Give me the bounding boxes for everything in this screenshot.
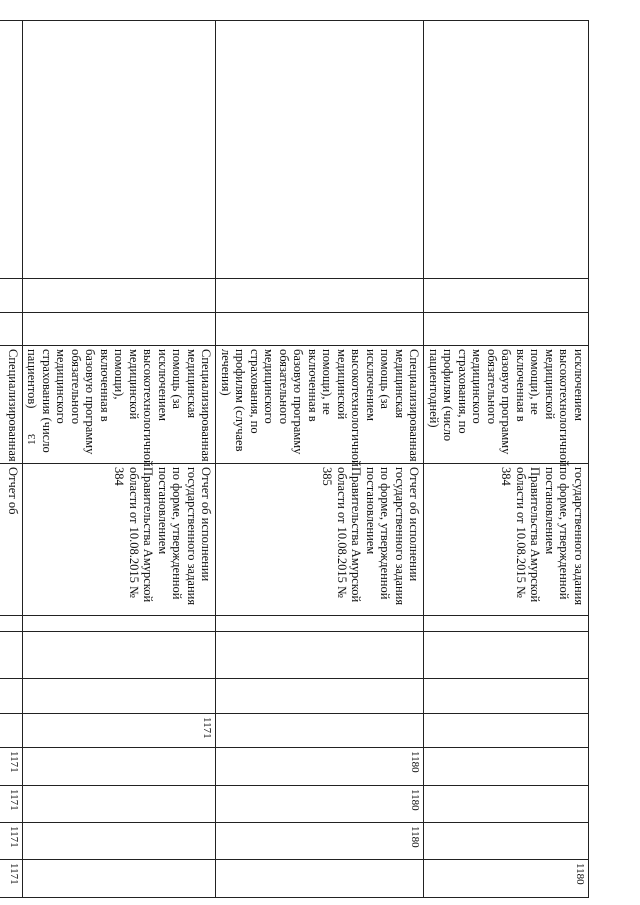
value-cell [23,616,217,632]
empty-cell [0,313,23,346]
table-row [424,21,589,898]
empty-cell [216,279,424,313]
value-cell [23,632,217,679]
value-cell [23,823,217,860]
value-cell [216,679,424,714]
row-source: государственного задания по форме, утвержденной постановлением Правительства Амурской области от 10.08.2015 № 384 [424,464,589,616]
empty-cell [23,313,217,346]
row-source: Отчет об исполнении государственного задания по форме, утвержденной постановлением Правительства Амурской области от 10.08.2015 № 384 [23,464,217,616]
row-description: исключением высокотехнологичной медицинской помощи), не включенная в базовую программу обязательного медицинского страхования, по профилям (число пациентодней) [424,346,589,464]
empty-cell [216,313,424,346]
table-row [216,21,424,898]
value-cell [23,679,217,714]
value-cell [0,714,23,748]
empty-cell [0,279,23,313]
empty-cell [424,21,589,279]
empty-cell [23,279,217,313]
page-number: 13 [26,434,38,445]
value-cell [424,616,589,632]
value-cell [0,616,23,632]
value-cell: 1171 [0,823,23,860]
value-cell: 1180 [424,860,589,898]
value-cell: 1171 [0,786,23,823]
value-cell [424,714,589,748]
value-cell: 1180 [216,786,424,823]
value-cell [424,632,589,679]
value-cell [424,786,589,823]
value-cell: 1180 [216,823,424,860]
row-source: Отчет об исполнении государственного задания по форме, утвержденной постановлением Правительства Амурской области от 10.08.2015 № 385 [216,464,424,616]
empty-cell [23,21,217,279]
value-cell [0,632,23,679]
value-cell [23,860,217,898]
row-description: Специализированная [0,346,23,464]
table-row [0,21,23,898]
value-cell: 1171 [23,714,217,748]
value-cell: 1171 [0,748,23,786]
value-cell [216,860,424,898]
row-description: Специализированная медицинская помощь (за исключением высокотехнологичной медицинской помощи), не включенная в базовую программу обязательного медицинского страхования, по профилям (случаев лечения) [216,346,424,464]
value-cell [23,786,217,823]
value-cell: 1180 [216,748,424,786]
value-cell [0,679,23,714]
value-cell [424,748,589,786]
value-cell [216,616,424,632]
empty-cell [424,279,589,313]
empty-cell [424,313,589,346]
value-cell [216,632,424,679]
table-row [23,21,217,898]
empty-cell [216,21,424,279]
value-cell: 1171 [0,860,23,898]
value-cell [424,823,589,860]
row-description: Специализированная медицинская помощь (за исключением высокотехнологичной медицинской помощи), включенная в базовую программу обязательного медицинского страхования (число пациентов) [23,346,217,464]
data-table [0,20,589,898]
value-cell [424,679,589,714]
row-source: Отчет об [0,464,23,616]
value-cell [23,748,217,786]
empty-cell [0,21,23,279]
value-cell [216,714,424,748]
